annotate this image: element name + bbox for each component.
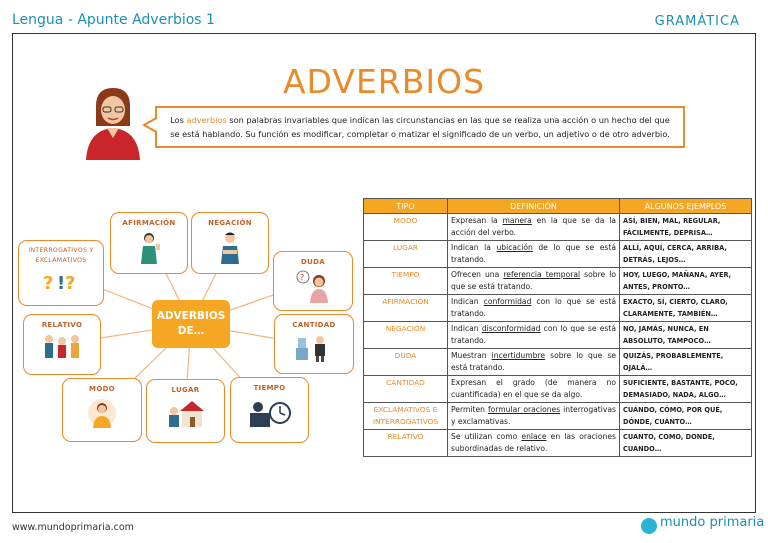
def-pre: Expresan la xyxy=(451,216,503,225)
adverbs-table xyxy=(363,198,752,457)
svg-text:!: ! xyxy=(57,273,66,293)
cell-definicion xyxy=(448,322,620,349)
mindmap-center xyxy=(152,300,230,348)
def-pre: Indican xyxy=(451,297,484,306)
def-post: en las oraciones subordinadas de relativo. xyxy=(451,432,616,453)
cell-ejemplos: QUIZÁS, PROBABLEMENTE, OJALÁ… xyxy=(620,349,752,376)
cell-definicion xyxy=(448,349,620,376)
def-pre: Se utilizan como xyxy=(451,432,522,441)
woman-question-icon xyxy=(85,396,119,430)
cell-tipo: DUDA xyxy=(364,349,448,376)
clock-icon xyxy=(248,395,292,429)
cell-ejemplos: CUÁNDO, CÓMO, POR QUÉ, DÓNDE, CUÁNTO… xyxy=(620,403,752,430)
def-post: interrogativas y exclamativas. xyxy=(451,405,616,426)
def-keyword: conformidad xyxy=(483,297,532,306)
header-definicion: DEFINICIÓN xyxy=(448,199,620,214)
cell-definicion xyxy=(448,376,620,403)
def-post: de lo que se está tratando. xyxy=(451,243,616,264)
center-line1: ADVERBIOS xyxy=(156,310,226,322)
svg-text:?: ? xyxy=(43,273,54,293)
def-pre: Expresan el grado (de manera no cuantificada) en el que se da algo. xyxy=(451,378,616,399)
table-row xyxy=(364,376,752,403)
cell-tipo: AFIRMACIÓN xyxy=(364,295,448,322)
cell-ejemplos: HOY, LUEGO, MAÑANA, AYER, ANTES, PRONTO… xyxy=(620,268,752,295)
cell-ejemplos: SUFICIENTE, BASTANTE, POCO, DEMASIADO, NADA, ALGO… xyxy=(620,376,752,403)
cell-definicion xyxy=(448,241,620,268)
def-post: con lo que se está tratando. xyxy=(451,324,617,345)
cell-tipo: TIEMPO xyxy=(364,268,448,295)
cell-tipo: RELATIVO xyxy=(364,430,448,457)
table-row xyxy=(364,268,752,295)
cell-definicion xyxy=(448,295,620,322)
header-tipo: TIPO xyxy=(364,199,448,214)
node-label-tiempo: TIEMPO xyxy=(253,384,286,392)
node-label-interrogativos: INTERROGATIVOS Y EXCLAMATIVOS xyxy=(28,247,94,264)
cell-ejemplos: ASÍ, BIEN, MAL, REGULAR, FÁCILMENTE, DEPRISA… xyxy=(620,214,752,241)
cell-tipo: CANTIDAD xyxy=(364,376,448,403)
def-pre: Permiten xyxy=(451,405,488,414)
footer-brand-text: mundo primaria xyxy=(660,515,765,530)
table-row xyxy=(364,214,752,241)
mindmap-node-tiempo xyxy=(230,377,309,443)
center-line2: DE… xyxy=(177,325,205,337)
table-row xyxy=(364,349,752,376)
intro-keyword: adverbios xyxy=(186,115,227,125)
cell-ejemplos: NO, JAMÁS, NUNCA, EN ABSOLUTO, TAMPOCO… xyxy=(620,322,752,349)
cell-definicion xyxy=(448,214,620,241)
header-title: Lengua - Apunte Adverbios 1 xyxy=(12,12,215,28)
svg-text:?: ? xyxy=(65,273,76,293)
cell-tipo: NEGACIÓN xyxy=(364,322,448,349)
def-pre: Indican la xyxy=(451,243,497,252)
people-group-icon xyxy=(39,332,85,366)
mindmap-node-negacion xyxy=(191,212,269,274)
footer-brand xyxy=(640,515,764,530)
mindmap-node-interrogativos xyxy=(18,240,104,306)
cell-tipo: MODO xyxy=(364,214,448,241)
def-pre: Muestran xyxy=(451,351,492,360)
def-post: en la que se da la acción del verbo. xyxy=(451,216,616,237)
def-post: sobre lo que se está tratando. xyxy=(451,351,616,372)
mindmap-node-afirmacion xyxy=(110,212,188,274)
def-post: sobre lo que se está tratando. xyxy=(451,270,616,291)
cell-definicion xyxy=(448,430,620,457)
table-row xyxy=(364,403,752,430)
svg-text:?: ? xyxy=(300,273,305,282)
table-header-row xyxy=(364,199,752,214)
footer-website: www.mundoprimaria.com xyxy=(12,522,134,533)
def-post: con lo que se está tratando. xyxy=(451,297,616,318)
woman-doubt-icon xyxy=(295,269,331,303)
table-row xyxy=(364,430,752,457)
mindmap-node-duda xyxy=(273,251,353,311)
node-label-afirmacion: AFIRMACIÓN xyxy=(122,219,176,227)
def-keyword: incertidumbre xyxy=(491,351,546,360)
cell-tipo: EXCLAMATIVOS E INTERROGATIVOS xyxy=(364,403,448,430)
node-label-duda: DUDA xyxy=(301,258,325,266)
def-keyword: manera xyxy=(502,216,532,225)
table-row xyxy=(364,295,752,322)
woman-thumbs-up-icon xyxy=(134,230,164,264)
cell-ejemplos: ALLÍ, AQUÍ, CERCA, ARRIBA, DETRÁS, LEJOS… xyxy=(620,241,752,268)
table-row xyxy=(364,241,752,268)
node-label-cantidad: CANTIDAD xyxy=(292,321,336,329)
header-category: GRAMÁTICA xyxy=(654,14,740,29)
man-crossed-arms-icon xyxy=(215,230,245,264)
cell-definicion xyxy=(448,403,620,430)
intro-text-end: son palabras invariables que indican las circunstancias en las que se realiza una acción o un hecho del que se está hablando. Su función es modificar, completar o matizar el significado de un verbo, un adjetivo o de otro adverbio. xyxy=(170,115,670,139)
cell-ejemplos: CUANTO, COMO, DONDE, CUANDO… xyxy=(620,430,752,457)
node-label-relativo: RELATIVO xyxy=(41,321,83,329)
mindmap-node-modo xyxy=(62,378,142,442)
node-label-modo: MODO xyxy=(89,385,115,393)
node-label-lugar: LUGAR xyxy=(171,386,200,394)
def-keyword: referencia temporal xyxy=(503,270,581,279)
def-keyword: disconformidad xyxy=(481,324,541,333)
mindmap-node-cantidad xyxy=(274,314,354,374)
cell-ejemplos: EXACTO, SÍ, CIERTO, CLARO, CLARAMENTE, TAMBIÉN… xyxy=(620,295,752,322)
page-title: ADVERBIOS xyxy=(282,62,486,101)
table-body xyxy=(364,214,752,457)
house-icon xyxy=(166,397,206,431)
cell-definicion xyxy=(448,268,620,295)
table-row xyxy=(364,322,752,349)
def-pre: Indican xyxy=(451,324,482,333)
def-pre: Ofrecen una xyxy=(451,270,504,279)
mindmap-node-relativo xyxy=(23,314,101,375)
intro-text-start: Los xyxy=(170,115,187,125)
person-with-boxes-icon xyxy=(294,332,334,362)
question-exclamation-icon xyxy=(41,269,81,293)
node-label-negacion: NEGACIÓN xyxy=(208,219,252,227)
def-keyword: formular oraciones xyxy=(487,405,561,414)
mindmap-node-lugar xyxy=(146,379,225,443)
header-ejemplos: ALGUNOS EJEMPLOS xyxy=(620,199,752,214)
cell-tipo: LUGAR xyxy=(364,241,448,268)
def-keyword: ubicación xyxy=(496,243,533,252)
def-keyword: enlace xyxy=(521,432,547,441)
